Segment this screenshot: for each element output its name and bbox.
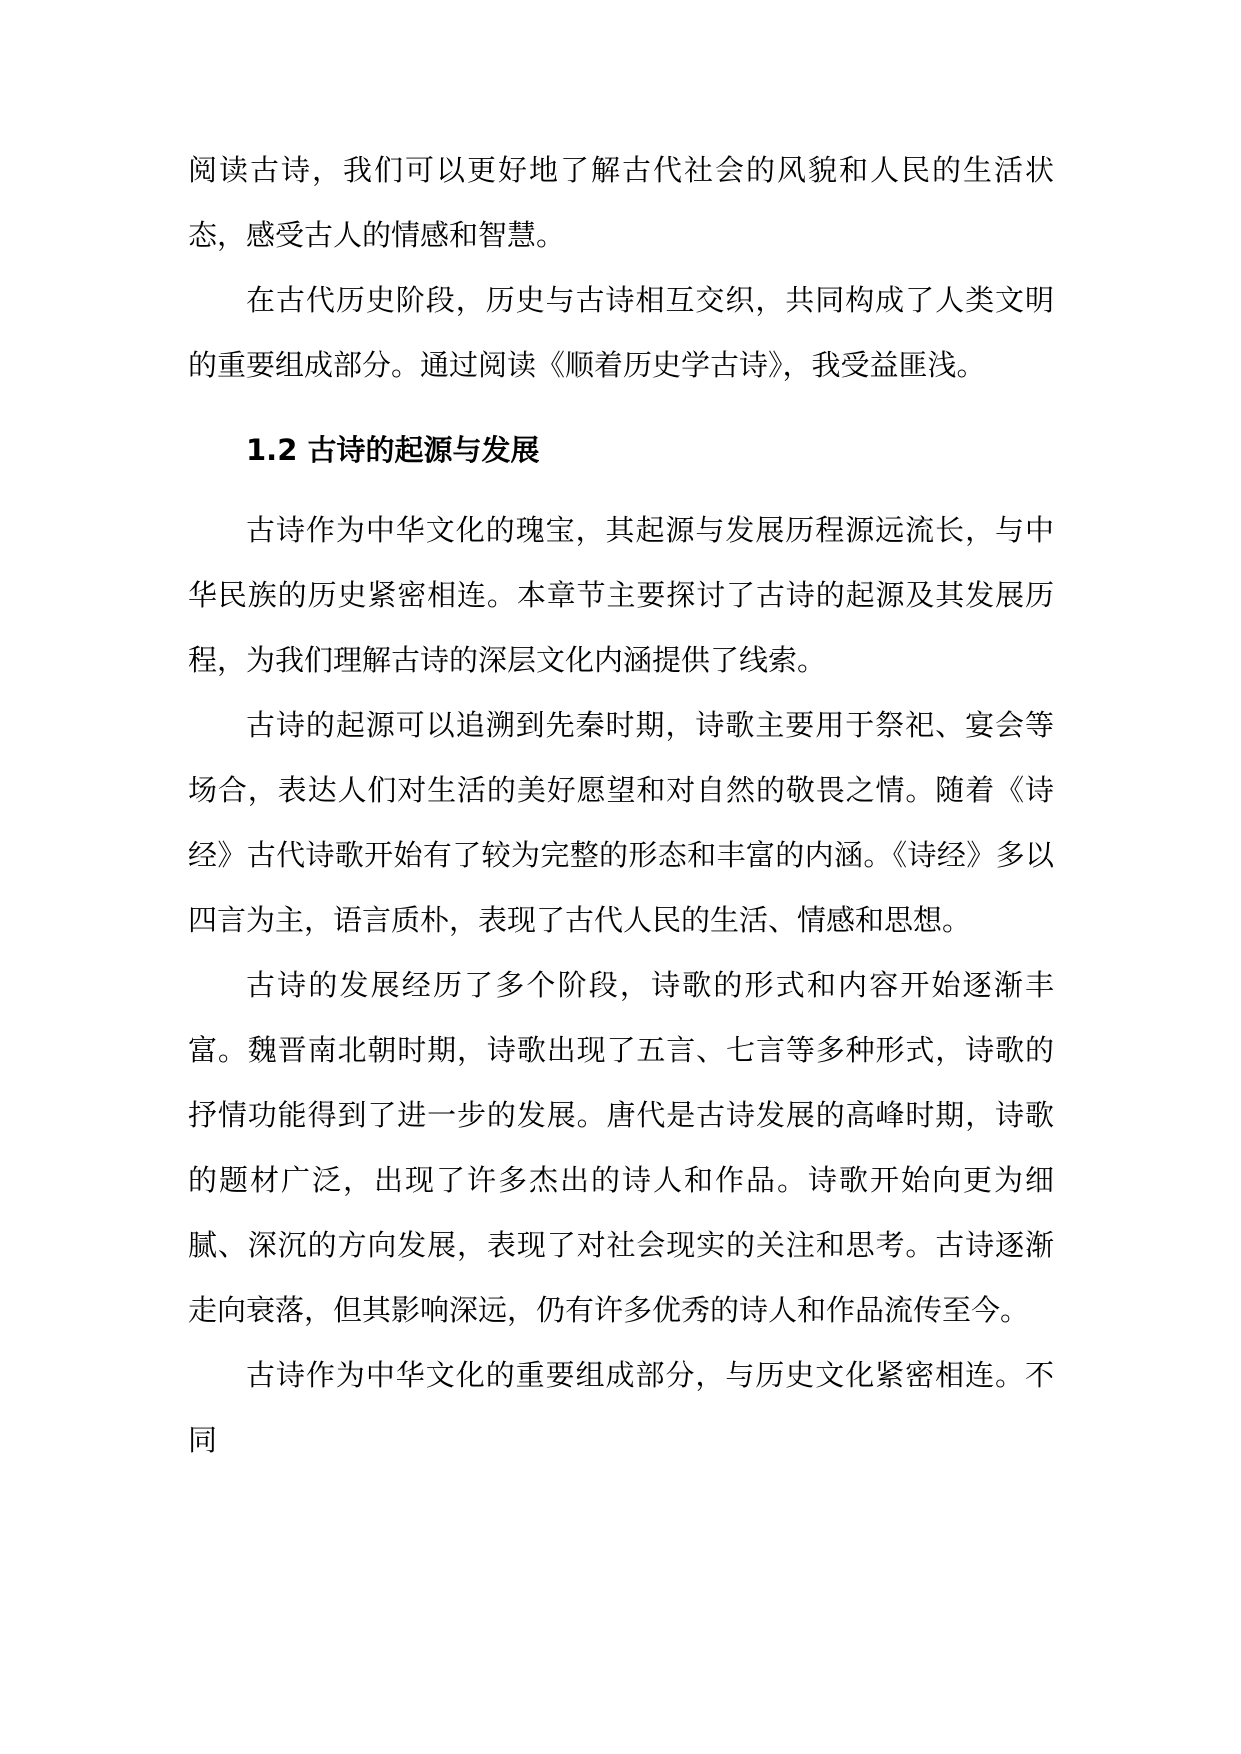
paragraph-development: 古诗的发展经历了多个阶段，诗歌的形式和内容开始逐渐丰富。魏晋南北朝时期，诗歌出现了五言、七言等多种形式，诗歌的抒情功能得到了进一步的发展。唐代是古诗发展的高峰时期，诗歌的题材广泛，出现了许多杰出的诗人和作品。诗歌开始向更为细腻、深沉的方向发展，表现了对社会现实的关注和思考。古诗逐渐走向衰落，但其影响深远，仍有许多优秀的诗人和作品流传至今。 <box>188 968 1054 1327</box>
paragraph-intro: 古诗作为中华文化的瑰宝，其起源与发展历程源远流长，与中华民族的历史紧密相连。本章节主要探讨了古诗的起源及其发展历程，为我们理解古诗的深层文化内涵提供了线索。 <box>188 513 1054 677</box>
paragraph-origin: 古诗的起源可以追溯到先秦时期，诗歌主要用于祭祀、宴会等场合，表达人们对生活的美好愿望和对自然的敬畏之情。随着《诗经》古代诗歌开始有了较为完整的形态和丰富的内涵。《诗经》多以四言为主，语言质朴，表现了古代人民的生活、情感和思想。 <box>188 708 1054 937</box>
document-body <box>188 138 1054 1473</box>
paragraph-history-poetry: 在古代历史阶段，历史与古诗相互交织，共同构成了人类文明的重要组成部分。通过阅读《顺着历史学古诗》，我受益匪浅。 <box>188 283 1054 382</box>
section-heading: 1.2 古诗的起源与发展 <box>246 433 540 467</box>
paragraph-culture: 古诗作为中华文化的重要组成部分，与历史文化紧密相连。不同 <box>188 1358 1054 1457</box>
paragraph-continuation: 阅读古诗，我们可以更好地了解古代社会的风貌和人民的生活状态，感受古人的情感和智慧。 <box>188 153 1054 252</box>
